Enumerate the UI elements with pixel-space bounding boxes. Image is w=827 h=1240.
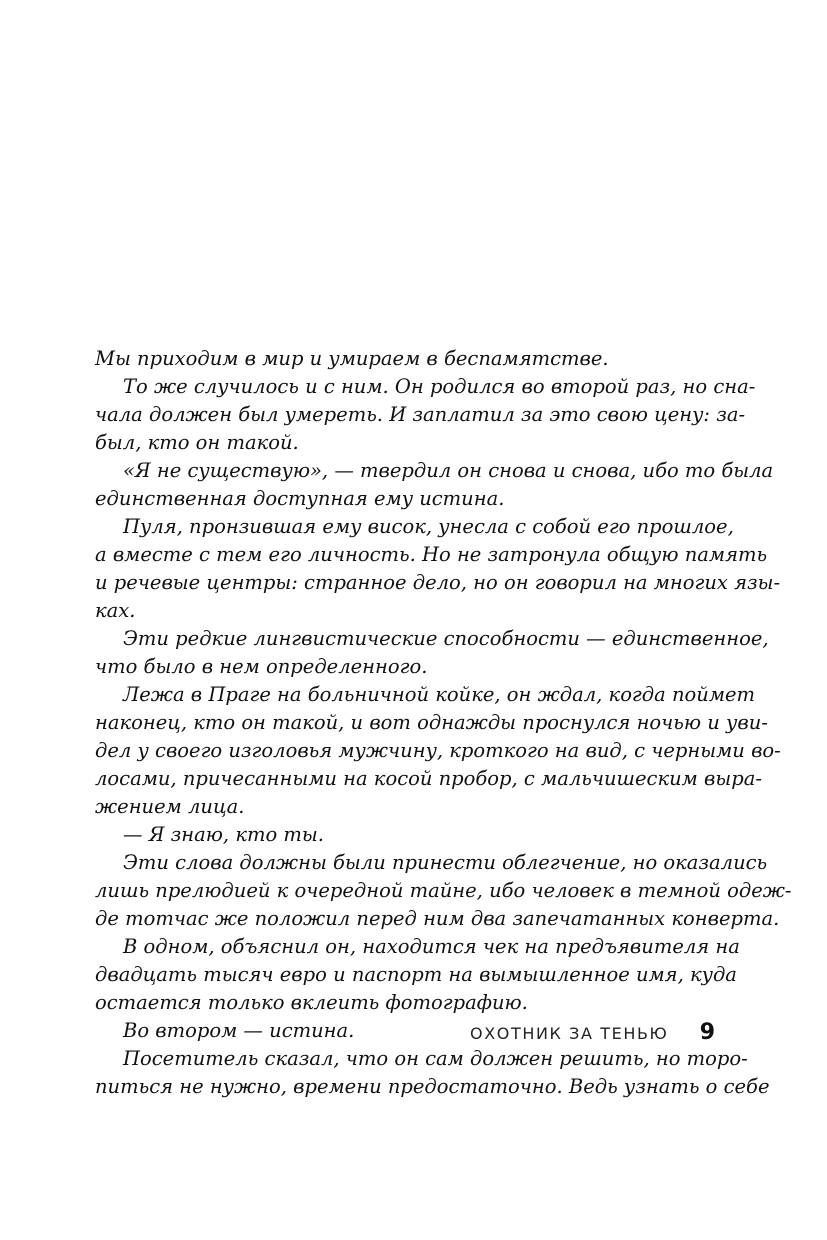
text-line: Пуля, пронзившая ему висок, унесла с собой его прошлое, [123, 515, 734, 538]
text-line: де тотчас же положил перед ним два запечатанных конверта. [95, 907, 780, 930]
text-line: а вместе с тем его личность. Но не затронула общую память [95, 543, 768, 566]
text-line: — Я знаю, кто ты. [123, 823, 324, 846]
text-line: дел у своего изголовья мужчину, кроткого на вид, с черными во- [95, 739, 781, 762]
running-title: ОХОТНИК ЗА ТЕНЬЮ [470, 1024, 669, 1043]
text-line: Эти редкие лингвистические способности — единственное, [123, 627, 769, 650]
text-line: ках. [95, 599, 136, 622]
page-number: 9 [699, 1020, 715, 1045]
text-line: То же случилось и с ним. Он родился во второй раз, но сна- [123, 375, 756, 398]
text-line: и речевые центры: странное дело, но он говорил на многих язы- [95, 571, 781, 594]
text-line: питься не нужно, времени предостаточно. Ведь узнать о себе [95, 1075, 770, 1098]
text-line: был, кто он такой. [95, 431, 299, 454]
text-line: наконец, кто он такой, и вот однажды проснулся ночью и уви- [95, 711, 768, 734]
text-line: Мы приходим в мир и умираем в беспамятстве. [95, 347, 609, 370]
text-line: единственная доступная ему истина. [95, 487, 505, 510]
text-line: лосами, причесанными на косой пробор, с мальчишеским выра- [95, 767, 762, 790]
text-line: Эти слова должны были принести облегчение, но оказались [123, 851, 768, 874]
text-line: что было в нем определенного. [95, 655, 428, 678]
text-line: остается только вклеить фотографию. [95, 991, 528, 1014]
text-line: лишь прелюдией к очередной тайне, ибо человек в темной одеж- [95, 879, 792, 902]
text-line: чала должен был умереть. И заплатил за это свою цену: за- [95, 403, 746, 426]
text-line: Во втором — истина. [123, 1019, 355, 1042]
text-line: Лежа в Праге на больничной койке, он ждал, когда поймет [123, 683, 756, 706]
text-line: «Я не существую», — твердил он снова и снова, ибо то была [123, 459, 774, 482]
text-line: Посетитель сказал, что он сам должен решить, но торо- [123, 1047, 748, 1070]
text-line: жением лица. [95, 795, 245, 818]
text-line: В одном, объяснил он, находится чек на предъявителя на [123, 935, 740, 958]
text-line: двадцать тысяч евро и паспорт на вымышленное имя, куда [95, 963, 737, 986]
